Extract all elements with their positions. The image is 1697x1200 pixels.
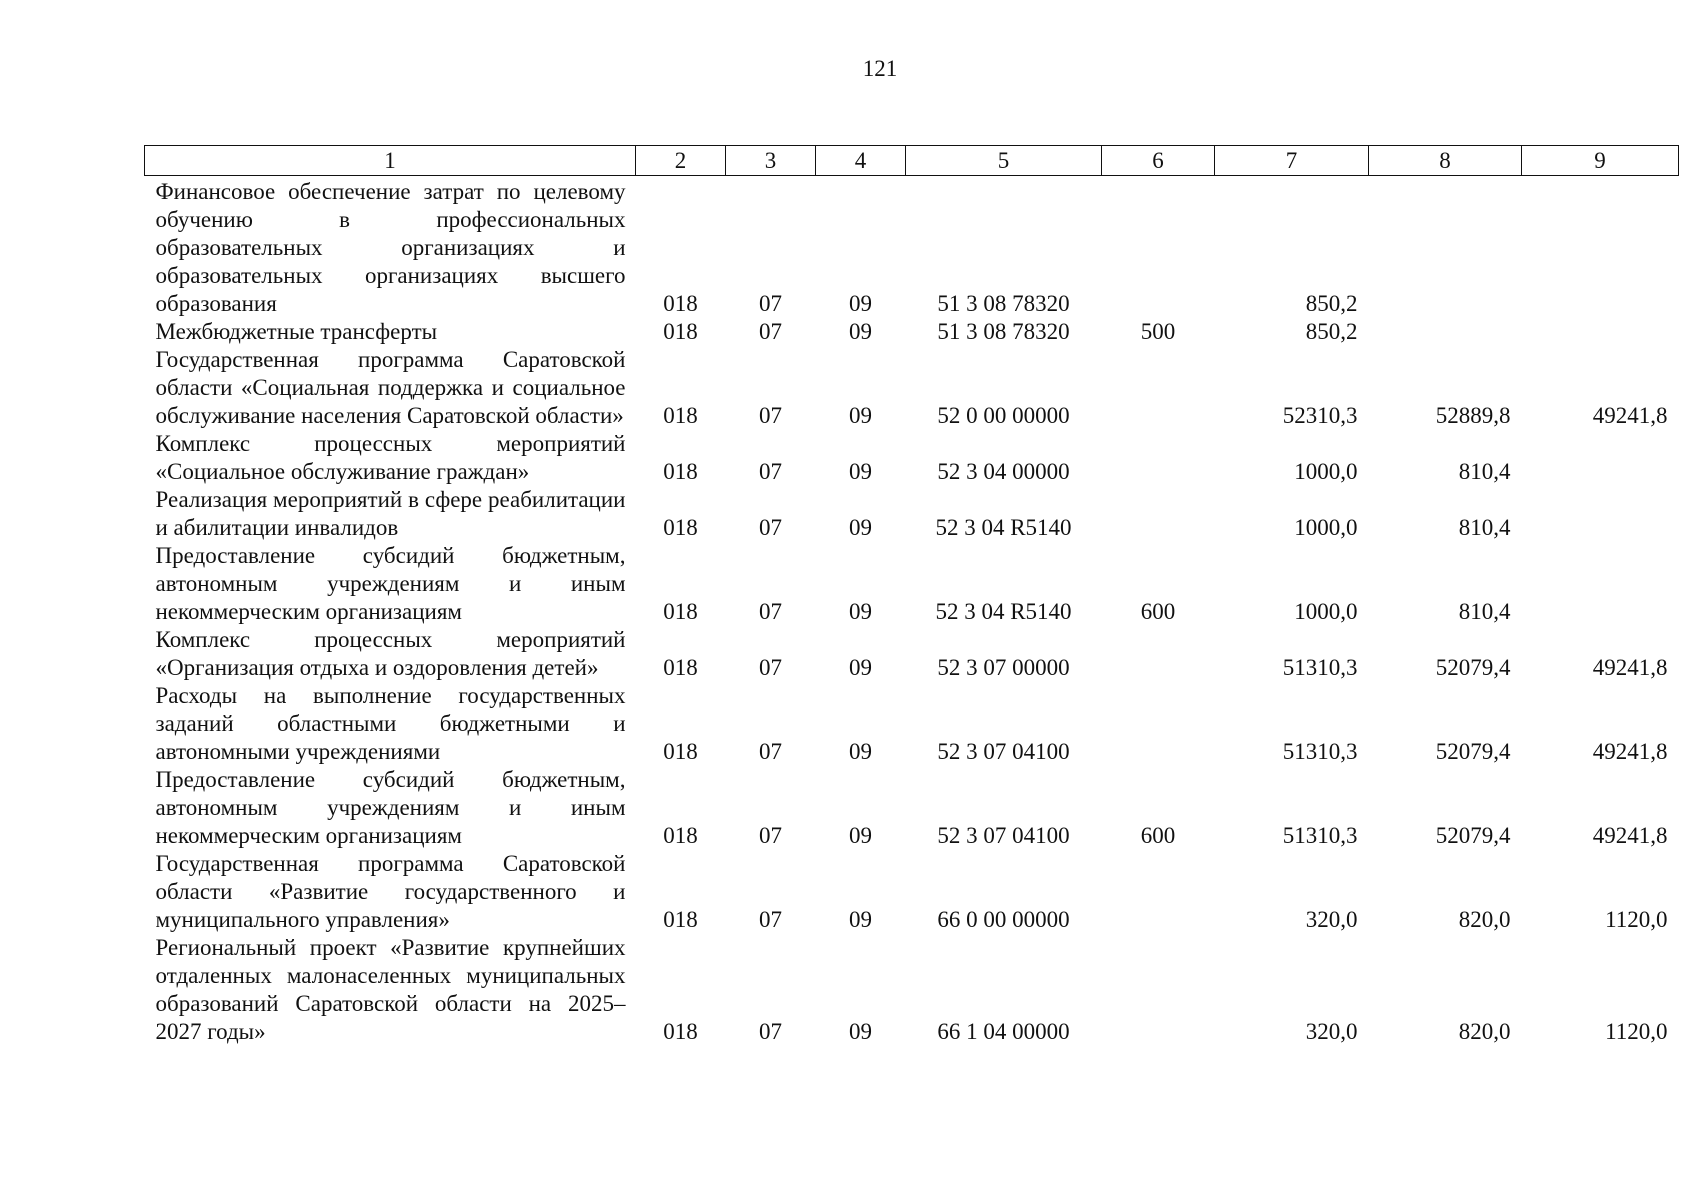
row-ministry-code: 018 — [663, 403, 698, 428]
row-target-article: 66 1 04 00000 — [937, 1019, 1070, 1044]
row-ministry-code: 018 — [663, 459, 698, 484]
row-ministry-code: 018 — [663, 907, 698, 932]
row-subsection-code: 09 — [849, 655, 872, 680]
row-section-code: 07 — [759, 823, 782, 848]
row-expense-type: 600 — [1140, 599, 1176, 624]
table-row — [145, 430, 1679, 486]
row-subsection-code: 09 — [849, 823, 872, 848]
row-target-article: 51 3 08 78320 — [937, 319, 1070, 344]
row-amount-col-9: 49241,8 — [1592, 403, 1668, 428]
row-section-code: 07 — [759, 655, 782, 680]
row-target-article: 66 0 00 00000 — [937, 907, 1070, 932]
header-col-7: 7 — [1215, 146, 1369, 176]
row-amount-col-8: 52079,4 — [1435, 823, 1511, 848]
row-amount-col-7: 51310,3 — [1282, 739, 1358, 764]
row-amount-col-7: 51310,3 — [1282, 823, 1358, 848]
row-name: Реализация мероприятий в сфере реабилитации и абилитации инвалидов — [155, 487, 626, 540]
row-target-article: 51 3 08 78320 — [937, 291, 1070, 316]
row-expense-type — [1102, 176, 1215, 319]
row-ministry-code: 018 — [663, 739, 698, 764]
row-amount-col-8: 52889,8 — [1435, 403, 1511, 428]
table-header — [145, 146, 1679, 176]
row-section-code: 07 — [759, 599, 782, 624]
row-section-code: 07 — [759, 515, 782, 540]
row-target-article: 52 3 07 04100 — [937, 739, 1070, 764]
row-name: Расходы на выполнение государственных заданий областными бюджетными и автономными учреждениями — [155, 683, 626, 764]
row-expense-type — [1102, 486, 1215, 542]
row-amount-col-9: 49241,8 — [1592, 655, 1668, 680]
header-row — [145, 146, 1679, 176]
table-row — [145, 542, 1679, 626]
row-amount-col-7: 320,0 — [1305, 1019, 1358, 1044]
row-name: Финансовое обеспечение затрат по целевому обучению в профессиональных образовательных организациях и образовательных организациях высшего образования — [155, 179, 626, 316]
row-section-code: 07 — [759, 1019, 782, 1044]
table-row — [145, 176, 1679, 319]
header-col-6: 6 — [1102, 146, 1215, 176]
row-amount-col-9: 1120,0 — [1605, 1019, 1668, 1044]
row-amount-col-9: 49241,8 — [1592, 739, 1668, 764]
row-amount-col-7: 320,0 — [1305, 907, 1358, 932]
table-row — [145, 766, 1679, 850]
row-amount-col-8 — [1369, 318, 1522, 346]
table-row — [145, 934, 1679, 1046]
header-col-4: 4 — [816, 146, 906, 176]
row-name: Предоставление субсидий бюджетным, автономным учреждениям и иным некоммерческим организациям — [155, 543, 626, 624]
row-expense-type — [1102, 346, 1215, 430]
row-target-article: 52 3 07 00000 — [937, 655, 1070, 680]
row-subsection-code: 09 — [849, 459, 872, 484]
row-expense-type — [1102, 430, 1215, 486]
table-row — [145, 318, 1679, 346]
table-row — [145, 850, 1679, 934]
row-name: Предоставление субсидий бюджетным, автономным учреждениям и иным некоммерческим организациям — [155, 767, 626, 848]
row-subsection-code: 09 — [849, 907, 872, 932]
row-amount-col-9 — [1522, 486, 1679, 542]
row-amount-col-7: 1000,0 — [1294, 515, 1358, 540]
row-target-article: 52 3 07 04100 — [937, 823, 1070, 848]
row-amount-col-9 — [1522, 430, 1679, 486]
row-amount-col-8: 810,4 — [1458, 459, 1511, 484]
row-subsection-code: 09 — [849, 599, 872, 624]
row-subsection-code: 09 — [849, 319, 872, 344]
row-amount-col-8: 810,4 — [1458, 599, 1511, 624]
row-amount-col-8: 52079,4 — [1435, 739, 1511, 764]
table-row — [145, 682, 1679, 766]
row-subsection-code: 09 — [849, 1019, 872, 1044]
row-amount-col-8: 52079,4 — [1435, 655, 1511, 680]
header-col-3: 3 — [726, 146, 816, 176]
row-name: Комплекс процессных мероприятий «Социальное обслуживание граждан» — [155, 431, 626, 484]
row-ministry-code: 018 — [663, 291, 698, 316]
row-section-code: 07 — [759, 459, 782, 484]
row-name: Государственная программа Саратовской области «Развитие государственного и муниципального управления» — [155, 851, 626, 932]
table-row — [145, 626, 1679, 682]
row-amount-col-7: 51310,3 — [1282, 655, 1358, 680]
row-section-code: 07 — [759, 403, 782, 428]
row-amount-col-9: 1120,0 — [1605, 907, 1668, 932]
row-amount-col-8 — [1369, 176, 1522, 319]
row-section-code: 07 — [759, 291, 782, 316]
row-name: Государственная программа Саратовской области «Социальная поддержка и социальное обслуживание населения Саратовской области» — [155, 347, 626, 428]
table-row — [145, 346, 1679, 430]
row-section-code: 07 — [759, 319, 782, 344]
row-target-article: 52 3 04 R5140 — [935, 599, 1072, 624]
row-ministry-code: 018 — [663, 515, 698, 540]
row-section-code: 07 — [759, 739, 782, 764]
row-expense-type: 600 — [1140, 823, 1176, 848]
row-subsection-code: 09 — [849, 739, 872, 764]
row-ministry-code: 018 — [663, 319, 698, 344]
table-body — [145, 176, 1679, 1047]
header-col-2: 2 — [636, 146, 726, 176]
header-col-5: 5 — [906, 146, 1102, 176]
row-amount-col-9 — [1522, 318, 1679, 346]
row-amount-col-8: 810,4 — [1458, 515, 1511, 540]
row-amount-col-9 — [1522, 176, 1679, 319]
row-target-article: 52 3 04 R5140 — [935, 515, 1072, 540]
row-section-code: 07 — [759, 907, 782, 932]
header-col-1: 1 — [145, 146, 636, 176]
row-amount-col-7: 1000,0 — [1294, 599, 1358, 624]
row-target-article: 52 0 00 00000 — [937, 403, 1070, 428]
header-col-8: 8 — [1369, 146, 1522, 176]
row-expense-type — [1102, 850, 1215, 934]
row-expense-type — [1102, 682, 1215, 766]
row-amount-col-8: 820,0 — [1458, 907, 1511, 932]
budget-table — [144, 145, 1679, 1046]
row-expense-type: 500 — [1140, 319, 1176, 344]
row-name: Комплекс процессных мероприятий «Организация отдыха и оздоровления детей» — [155, 627, 626, 680]
row-ministry-code: 018 — [663, 599, 698, 624]
row-amount-col-8: 820,0 — [1458, 1019, 1511, 1044]
row-name: Региональный проект «Развитие крупнейших отдаленных малонаселенных муниципальных образований Саратовской области на 2025–2027 годы» — [155, 935, 626, 1044]
row-amount-col-9 — [1522, 542, 1679, 626]
row-ministry-code: 018 — [663, 655, 698, 680]
row-amount-col-7: 850,2 — [1305, 319, 1358, 344]
row-amount-col-7: 52310,3 — [1282, 403, 1358, 428]
row-amount-col-9: 49241,8 — [1592, 823, 1668, 848]
row-ministry-code: 018 — [663, 1019, 698, 1044]
row-target-article: 52 3 04 00000 — [937, 459, 1070, 484]
row-amount-col-7: 850,2 — [1305, 291, 1358, 316]
row-ministry-code: 018 — [663, 823, 698, 848]
row-expense-type — [1102, 934, 1215, 1046]
table-row — [145, 486, 1679, 542]
header-col-9: 9 — [1522, 146, 1679, 176]
row-name: Межбюджетные трансферты — [155, 319, 438, 344]
row-subsection-code: 09 — [849, 291, 872, 316]
row-subsection-code: 09 — [849, 403, 872, 428]
row-amount-col-7: 1000,0 — [1294, 459, 1358, 484]
row-expense-type — [1102, 626, 1215, 682]
page-number: 121 — [862, 56, 898, 81]
row-subsection-code: 09 — [849, 515, 872, 540]
